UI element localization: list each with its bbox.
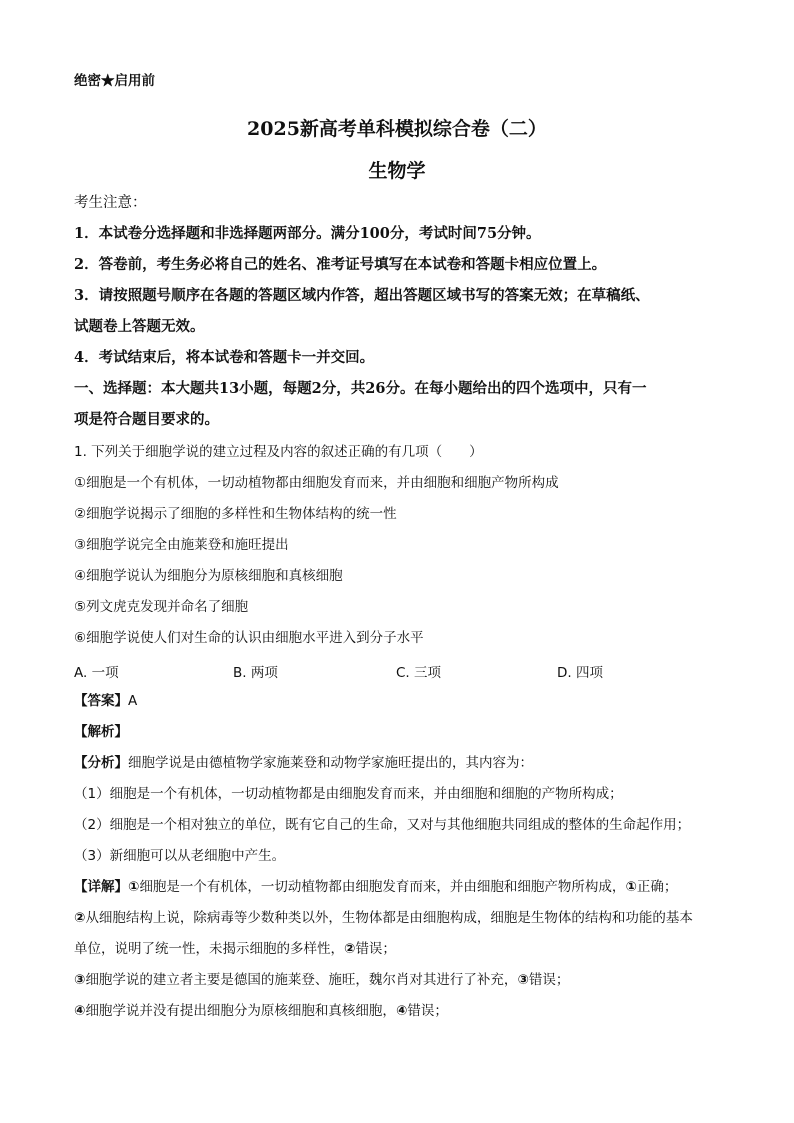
notice-item-4: 4．考试结束后，将本试卷和答题卡一并交回。	[74, 349, 375, 366]
circled-number: ①	[625, 879, 637, 895]
detail-text: 细胞学说并没有提出细胞分为原核细胞和真核细胞，	[85, 1003, 396, 1019]
fenxi-tag: 【分析】	[74, 755, 128, 771]
question-stem: 1. 下列关于细胞学说的建立过程及内容的叙述正确的有几项（ ）	[74, 444, 483, 460]
detail-text: 单位，说明了统一性，未揭示细胞的多样性，	[74, 941, 344, 957]
section-heading-cont: 项是符合题目要求的。	[74, 411, 219, 428]
detail-tag: 【详解】	[74, 879, 128, 895]
detail-verdict: 错误；	[355, 941, 396, 957]
circled-number: ①	[128, 879, 140, 895]
circled-number: ②	[344, 941, 356, 957]
answer-tag: 【答案】	[74, 693, 128, 709]
option-b: B. 两项	[233, 665, 278, 681]
statement-3: ③细胞学说完全由施莱登和施旺提出	[74, 537, 289, 553]
circled-number: ③	[517, 972, 529, 988]
circled-number: ④	[74, 1003, 86, 1019]
answer-value: A	[128, 693, 138, 709]
notice-item-3-cont: 试题卷上答题无效。	[74, 318, 205, 335]
analysis-tag: 【解析】	[74, 724, 128, 740]
point-1: （1）细胞是一个有机体，一切动植物都是由细胞发育而来，并由细胞和细胞的产物所构成；	[74, 786, 623, 802]
detail-verdict: 错误；	[528, 972, 570, 988]
circled-number: ④	[395, 1003, 408, 1019]
notice-item-3: 3．请按照题号顺序在各题的答题区域内作答，超出答题区域书写的答案无效；在草稿纸、	[74, 287, 650, 304]
notice-item-1: 1．本试卷分选择题和非选择题两部分。满分100分，考试时间75分钟。	[74, 225, 541, 242]
exam-title: 2025新高考单科模拟综合卷（二）	[247, 118, 547, 140]
subject-title: 生物学	[368, 160, 426, 182]
option-c: C. 三项	[396, 665, 442, 681]
detail-line-2	[74, 909, 693, 927]
option-a: A. 一项	[74, 665, 119, 681]
detail-text: 细胞是一个有机体，一切动植物都由细胞发育而来，并由细胞和细胞产物所构成，	[139, 879, 626, 895]
answer-line	[74, 692, 137, 710]
statement-1: ①细胞是一个有机体，一切动植物都由细胞发育而来，并由细胞和细胞产物所构成	[74, 475, 559, 491]
fenxi-text: 细胞学说是由德植物学家施莱登和动物学家施旺提出的，其内容为：	[128, 755, 533, 771]
statement-6: ⑥细胞学说使人们对生命的认识由细胞水平进入到分子水平	[74, 630, 424, 646]
confidential-label: 绝密★启用前	[74, 73, 155, 89]
detail-line-4	[74, 971, 569, 989]
fenxi-line	[74, 754, 533, 772]
notice-item-2: 2．答卷前，考生务必将自己的姓名、准考证号填写在本试卷和答题卡相应位置上。	[74, 256, 607, 273]
notice-heading: 考生注意：	[74, 195, 147, 211]
detail-text: 细胞学说的建立者主要是德国的施莱登、施旺，魏尔肖对其进行了补充，	[85, 972, 518, 988]
detail-line-1	[74, 878, 677, 896]
detail-line-5	[74, 1002, 448, 1020]
statement-5: ⑤列文虎克发现并命名了细胞	[74, 599, 249, 615]
analysis-heading	[74, 723, 128, 741]
detail-text: 从细胞结构上说，除病毒等少数种类以外，生物体都是由细胞构成，细胞是生物体的结构和功能的基本	[85, 910, 693, 926]
detail-line-3	[74, 940, 396, 958]
statement-4: ④细胞学说认为细胞分为原核细胞和真核细胞	[74, 568, 343, 584]
point-3: （3）新细胞可以从老细胞中产生。	[74, 848, 286, 864]
circled-number: ③	[74, 972, 86, 988]
detail-verdict: 错误；	[407, 1003, 448, 1019]
detail-verdict: 正确；	[636, 879, 678, 895]
option-d: D. 四项	[557, 665, 603, 681]
statement-2: ②细胞学说揭示了细胞的多样性和生物体结构的统一性	[74, 506, 397, 522]
section-heading: 一、选择题：本大题共13小题，每题2分，共26分。在每小题给出的四个选项中，只有一	[74, 380, 647, 397]
point-2: （2）细胞是一个相对独立的单位，既有它自己的生命，又对与其他细胞共同组成的整体的生命起作用；	[74, 817, 691, 833]
circled-number: ②	[74, 910, 86, 926]
